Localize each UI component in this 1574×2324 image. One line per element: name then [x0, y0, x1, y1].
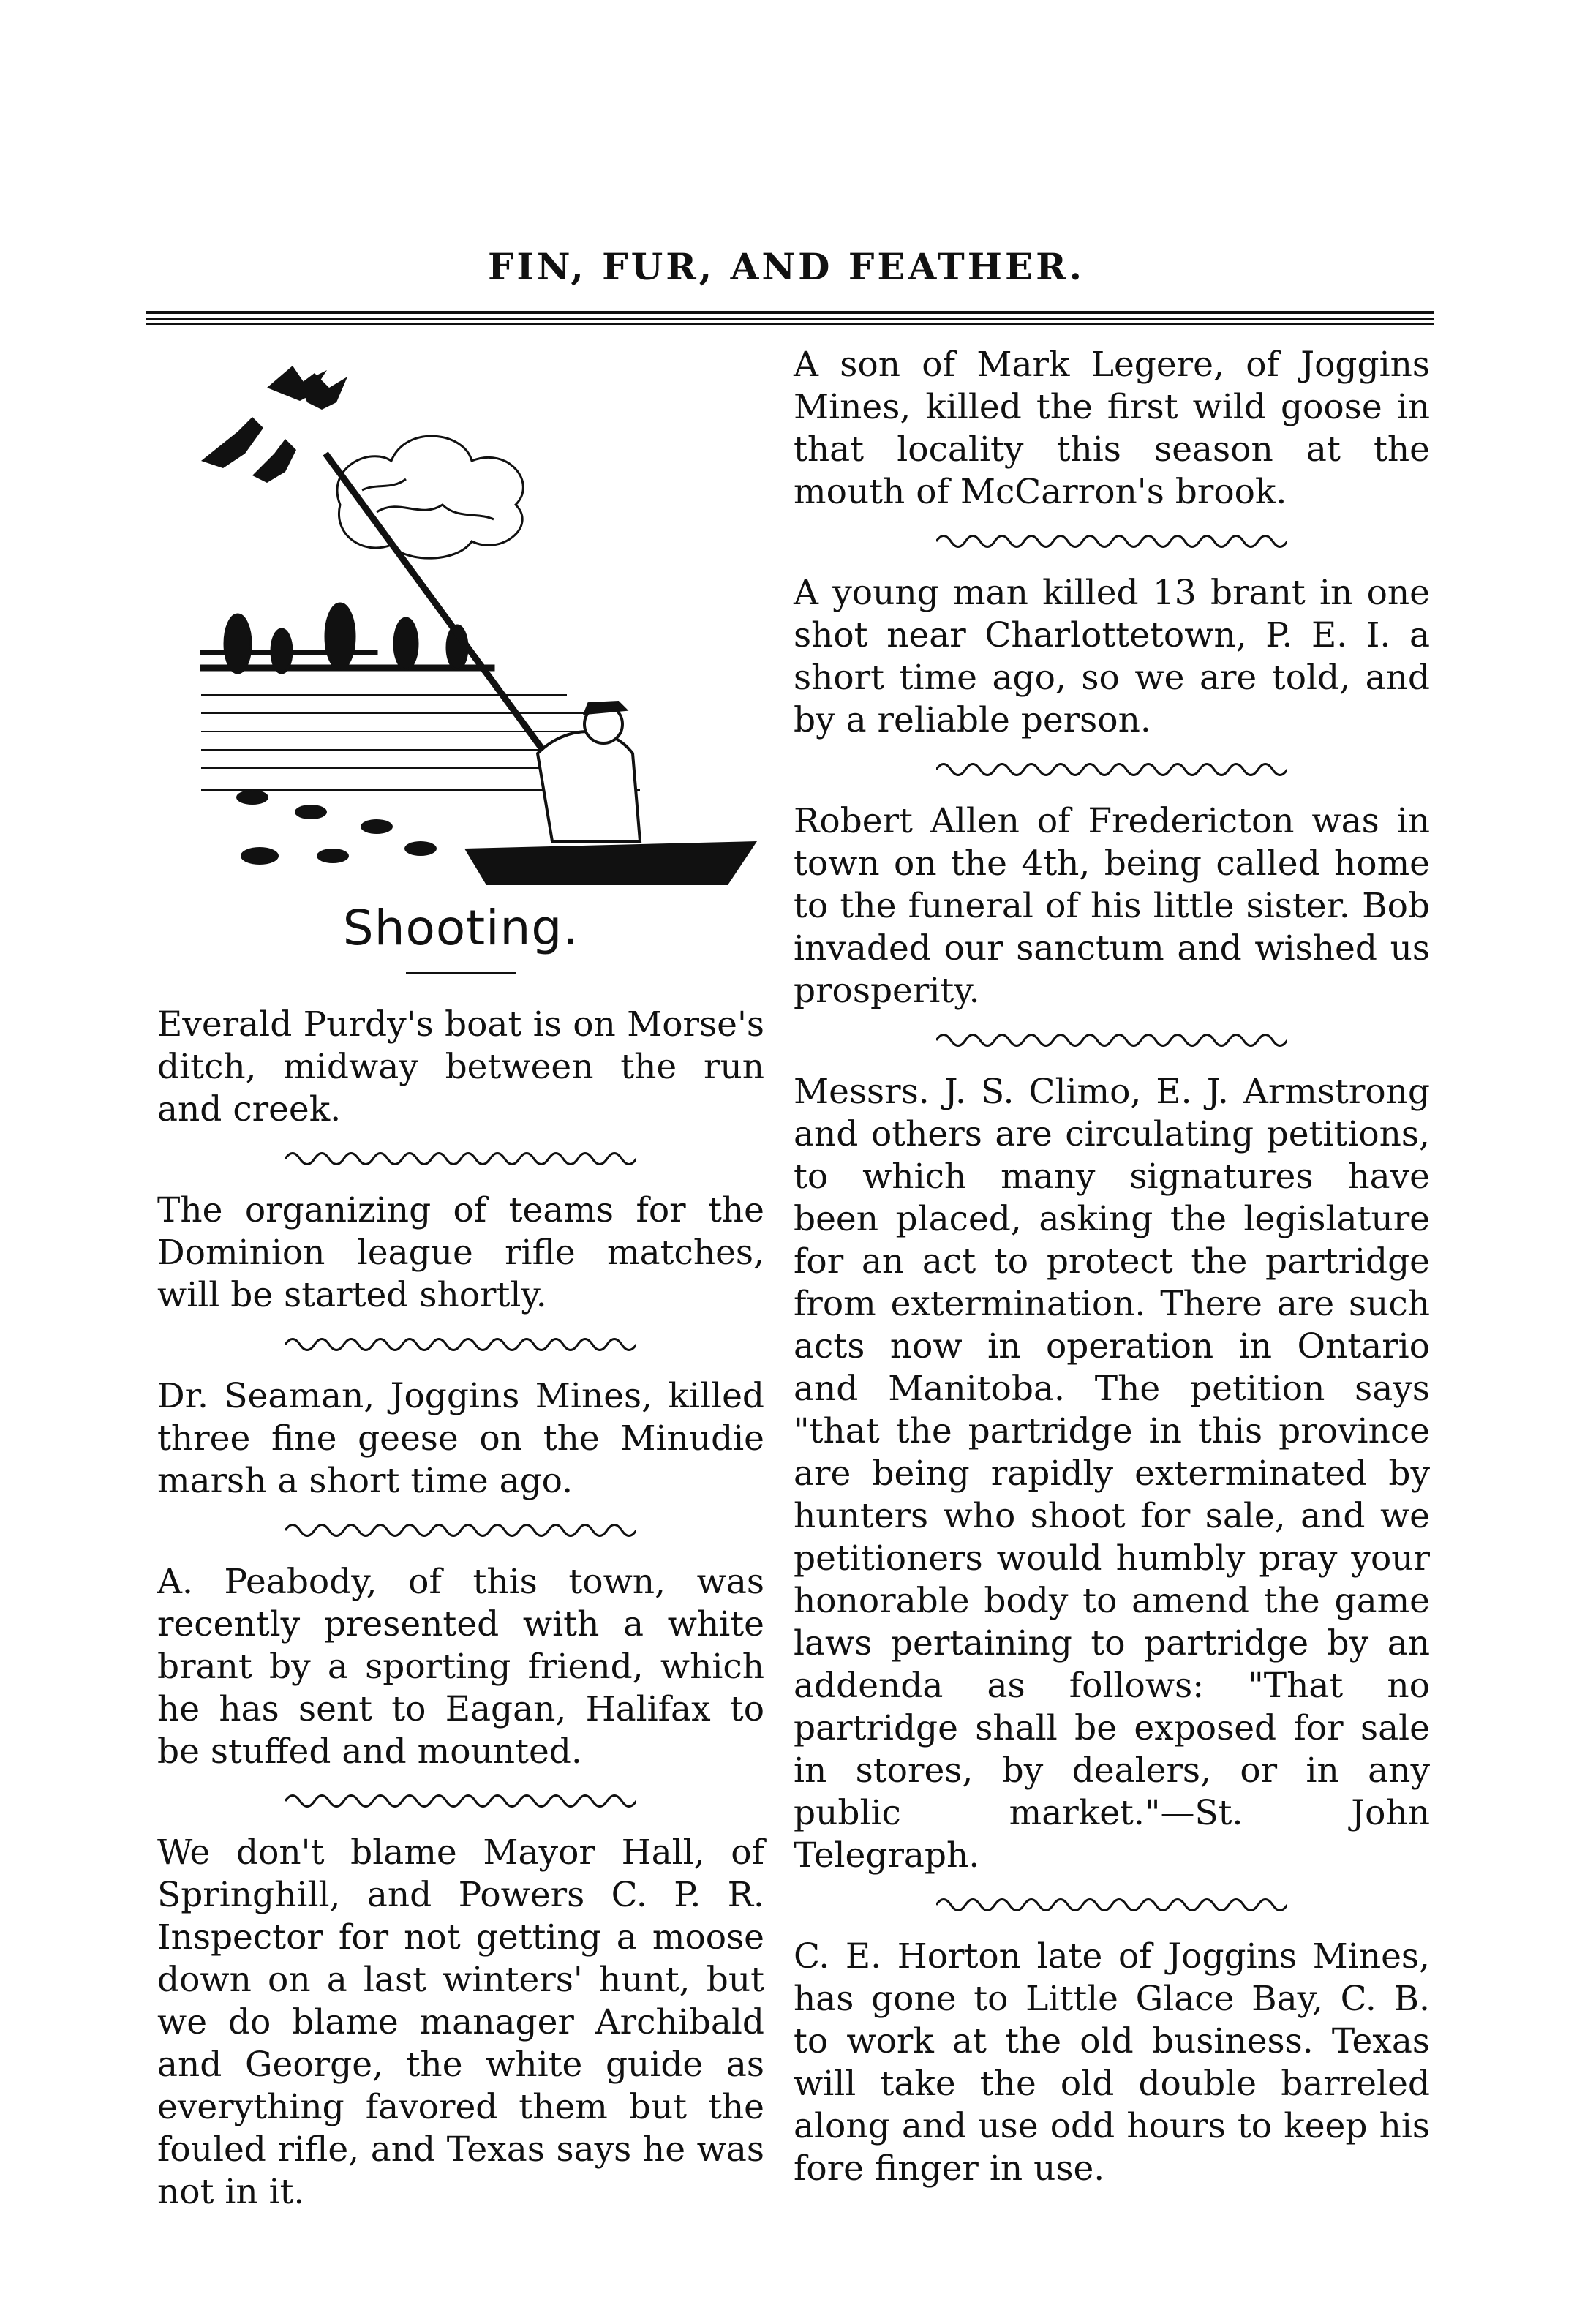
header-rule-top — [146, 311, 1434, 314]
left-item-3: Dr. Seaman, Joggins Mines, killed three fine geese on the Minudie marsh a short time ago. — [157, 1376, 764, 1501]
header-rule-bottom-2 — [146, 323, 1434, 325]
left-item-2: The organizing of teams for the Dominion league rifle matches, will be started shortly. — [157, 1190, 764, 1315]
right-item-4: Messrs. J. S. Climo, E. J. Armstrong and others are circulating petitions, to which many signatures have been placed, asking the legislature for an act to protect the partridge from extermination. There are such acts now in operation in Ontario and Manitoba. The petition says "that the partridge in this province are being rapidly exterminated by hunters who shoot for sale, and we petitioners would humbly pray your honorable body to amend the game laws pertaining to partridge by an addenda as follows: "That no partridge shall be exposed for sale in stores, by dealers, or in any public market."—St. John Telegraph. — [794, 1072, 1430, 1876]
gun-barrel — [325, 454, 567, 783]
wave-divider — [285, 1330, 636, 1359]
left-column — [157, 344, 764, 2214]
masthead-title: FIN, FUR, AND FEATHER. — [487, 245, 1085, 288]
flying-geese — [201, 366, 347, 483]
left-item-4: A. Peabody, of this town, was recently presented with a white brant by a sporting friend, which he has sent to Eagan, Halifax to be stuffed and mounted. — [157, 1562, 764, 1772]
wave-divider — [936, 1026, 1287, 1055]
right-item-5: C. E. Horton late of Joggins Mines, has gone to Little Glace Bay, C. B. to work at the old business. Texas will take the old double barreled along and use odd hours to keep his fore finger in use. — [794, 1936, 1430, 2189]
wave-divider — [285, 1144, 636, 1173]
wave-divider — [285, 1516, 636, 1545]
shooting-illustration — [157, 344, 764, 900]
left-item-1: Everald Purdy's boat is on Morse's ditch, midway between the run and creek. — [157, 1004, 764, 1129]
hunter — [538, 702, 640, 841]
right-item-2: A young man killed 13 brant in one shot near Charlottetown, P. E. I. a short time ago, so we are told, and by a reliable person. — [794, 573, 1430, 740]
wave-divider — [936, 1890, 1287, 1919]
heading-rule — [406, 972, 516, 974]
wave-divider — [936, 527, 1287, 556]
wave-divider — [285, 1786, 636, 1816]
left-item-5: We don't blame Mayor Hall, of Springhill, and Powers C. P. R. Inspector for not getting a moose down on a last winters' hunt, but we do blame manager Archibald and George, the white guide as everything favored them but the fouled rifle, and Texas says he was not in it. — [157, 1832, 764, 2212]
wave-divider — [936, 755, 1287, 784]
header-rule-bottom — [146, 318, 1434, 320]
section-heading: Shooting. — [342, 900, 579, 956]
right-item-1: A son of Mark Legere, of Joggins Mines, killed the first wild goose in that locality this season at the mouth of McCarron's brook. — [794, 345, 1430, 512]
shoreline-trees — [201, 603, 494, 673]
decoy-ducks — [236, 790, 437, 865]
boat — [464, 841, 757, 885]
right-item-3: Robert Allen of Fredericton was in town on the 4th, being called home to the funeral of his little sister. Bob invaded our sanctum and wished us prosperity. — [794, 801, 1430, 1011]
right-column — [794, 344, 1430, 2190]
gun-smoke — [337, 436, 523, 558]
